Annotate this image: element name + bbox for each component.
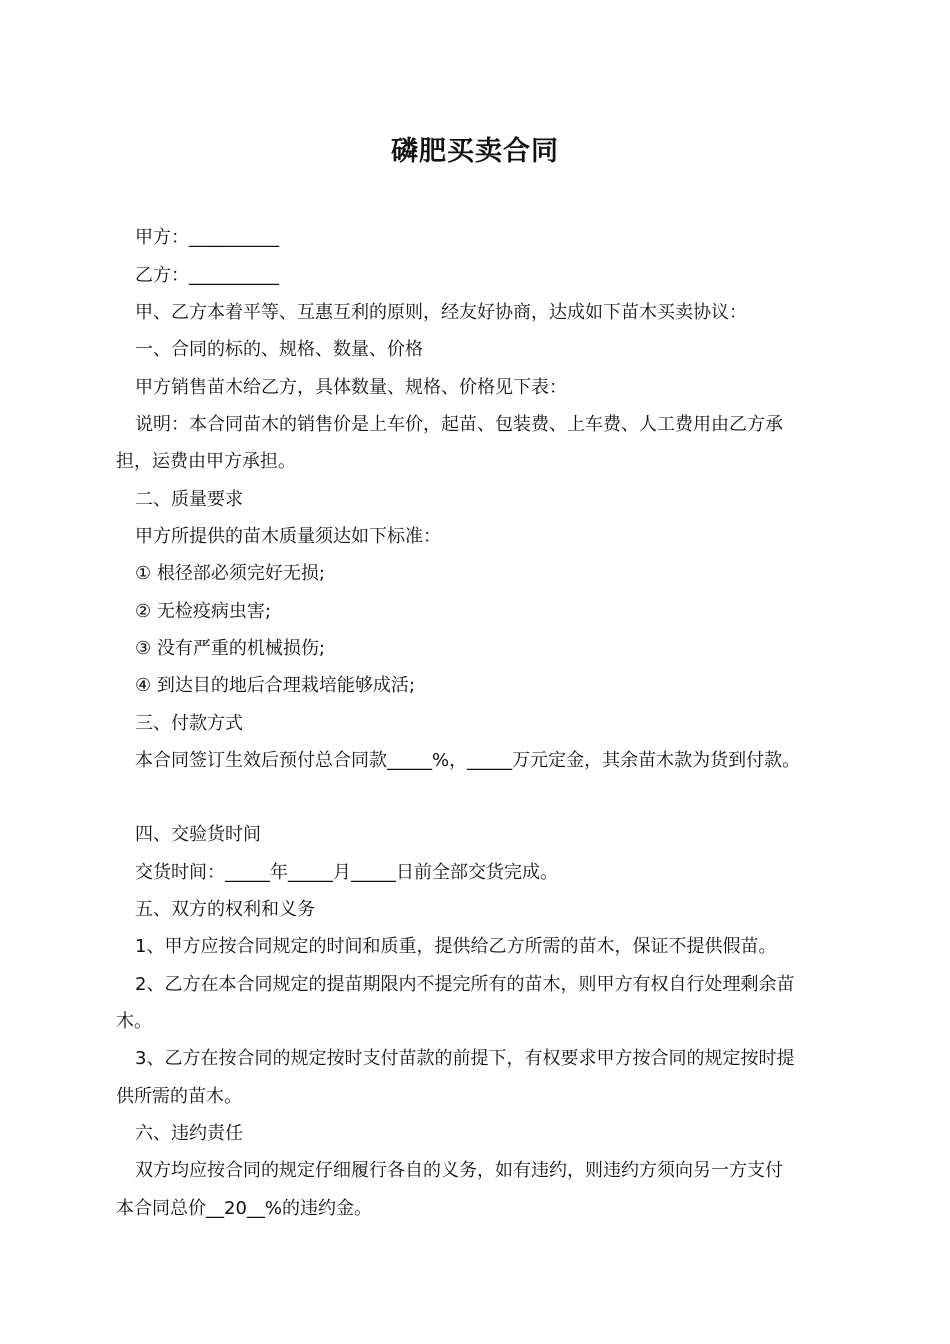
rights-item-1: 1、甲方应按合同规定的时间和质重，提供给乙方所需的苗木，保证不提供假苗。 — [135, 936, 777, 957]
section-3-heading: 三、付款方式 — [135, 713, 243, 734]
section-6-heading: 六、违约责任 — [135, 1123, 243, 1144]
quality-item-3: ③ 没有严重的机械损伤; — [135, 638, 325, 659]
delivery-time-text: 交货时间：_____年_____月_____日前全部交货完成。 — [135, 862, 558, 883]
rights-item-2-line-2: 木。 — [116, 1011, 152, 1032]
section-5-heading: 五、双方的权利和义务 — [135, 899, 315, 920]
liability-text-line-1: 双方均应按合同的规定仔细履行各自的义务，如有违约，则违约方须向另一方支付 — [135, 1160, 783, 1181]
quality-item-2: ② 无检疫病虫害; — [135, 601, 271, 622]
liability-text-line-2: 本合同总价__20__%的违约金。 — [116, 1198, 373, 1219]
note-line-1: 说明：本合同苗木的销售价是上车价，起苗、包装费、上车费、人工费用由乙方承 — [135, 414, 783, 435]
rights-item-3-line-2: 供所需的苗木。 — [116, 1086, 242, 1107]
quality-item-4: ④ 到达目的地后合理栽培能够成活; — [135, 675, 415, 696]
preamble-paragraph: 甲、乙方本着平等、互惠互利的原则，经友好协商，达成如下苗木买卖协议： — [135, 302, 747, 323]
party-b-line: 乙方：__________ — [135, 265, 279, 286]
party-a-line: 甲方：__________ — [135, 227, 279, 248]
quality-intro: 甲方所提供的苗木质量须达如下标准： — [135, 526, 441, 547]
note-line-2: 担，运费由甲方承担。 — [116, 451, 296, 472]
section-1-text: 甲方销售苗木给乙方，具体数量、规格、价格见下表： — [135, 377, 567, 398]
quality-item-1: ① 根径部必须完好无损; — [135, 563, 325, 584]
section-1-heading: 一、合同的标的、规格、数量、价格 — [135, 339, 423, 360]
payment-text: 本合同签订生效后预付总合同款_____%，_____万元定金，其余苗木款为货到付款。 — [135, 750, 801, 771]
rights-item-3-line-1: 3、乙方在按合同的规定按时支付苗款的前提下，有权要求甲方按合同的规定按时提 — [135, 1048, 795, 1069]
section-2-heading: 二、质量要求 — [135, 489, 243, 510]
section-4-heading: 四、交验货时间 — [135, 824, 261, 845]
document-title: 磷肥买卖合同 — [391, 136, 559, 167]
rights-item-2-line-1: 2、乙方在本合同规定的提苗期限内不提完所有的苗木，则甲方有权自行处理剩余苗 — [135, 974, 795, 995]
